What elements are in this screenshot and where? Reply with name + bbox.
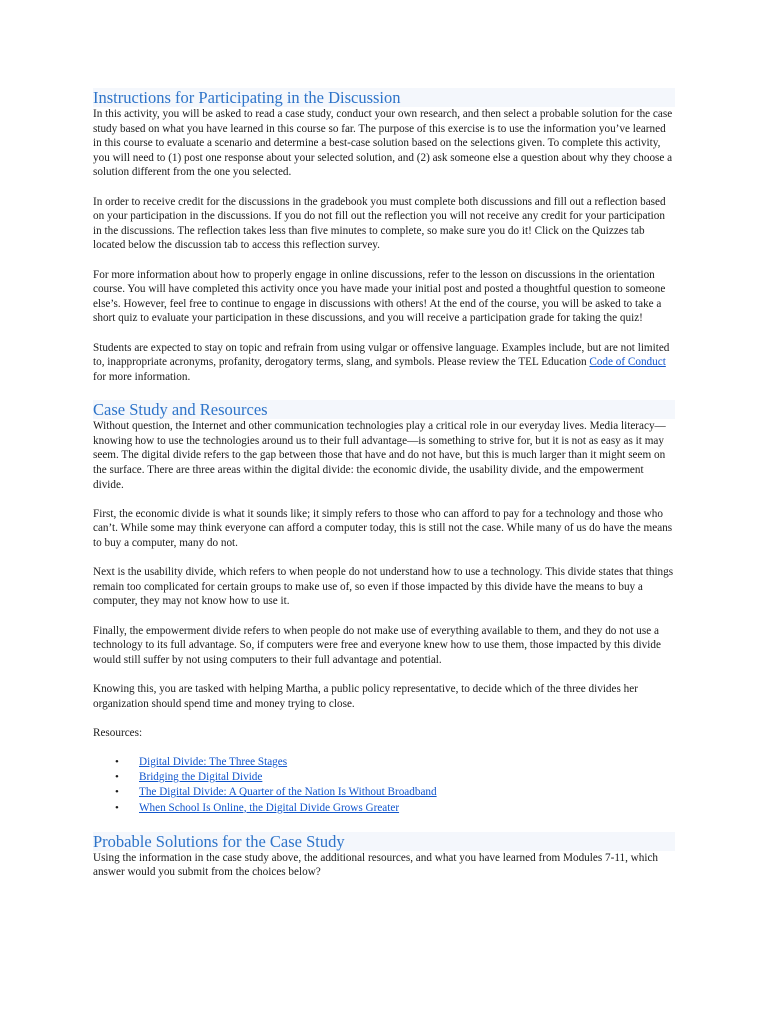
heading-solutions: Probable Solutions for the Case Study (93, 832, 675, 851)
instructions-paragraph-3: For more information about how to properly engage in online discussions, refer to the lesson on discussions in the orientation course. You will have completed this activity once you have made your initial post and posted a thoughtful question to someone else’s. However, feel free to continue to engage in discussions with others! At the end of the course, you will be asked to take a short quiz to evaluate your participation in these discussions, and you will receive a participation grade for taking the quiz! (93, 268, 666, 325)
conduct-text-after: for more information. (93, 370, 191, 383)
bullet-icon: • (115, 801, 119, 814)
bullet-icon: • (115, 755, 119, 768)
resource-link-three-stages[interactable]: Digital Divide: The Three Stages (139, 755, 288, 768)
case-paragraph-1: Without question, the Internet and other communication technologies play a critical role in our everyday lives. Media literacy—knowing how to use the technologies around us to their full advantage—is something to strive for, but it is not as easy as it may seem. The digital divide refers to the gap between those that have and do not have, but this is much larger than it might seem on the surface. There are three areas within the digital divide: the economic divide, the usability divide, and the empowerment divide. (93, 420, 666, 491)
case-paragraph-3: Next is the usability divide, which refers to when people do not understand how to use a technology. This divide states that things remain too complicated for certain groups to make use of, so even if those impacted by this divide have the means to buy a computer, they may not know how to use it. (93, 566, 674, 608)
resource-link-broadband[interactable]: The Digital Divide: A Quarter of the Nation Is Without Broadband (139, 786, 437, 799)
instructions-paragraph-4 (93, 341, 675, 385)
resources-label: Resources: (93, 726, 143, 739)
solutions-paragraph-1: Using the information in the case study above, the additional resources, and what you have learned from Modules 7-11, which answer would you submit from the choices below? (93, 851, 659, 879)
heading-instructions: Instructions for Participating in the Discussion (93, 88, 675, 107)
list-item (93, 801, 675, 816)
code-of-conduct-link[interactable]: Code of Conduct (589, 356, 666, 369)
list-item (93, 770, 675, 785)
heading-case-study: Case Study and Resources (93, 400, 675, 419)
conduct-text-before: Students are expected to stay on topic and refrain from using vulgar or offensive language. Examples include, but are not limited to, inappropriate acronyms, profanity, derogatory terms, slang, and symbols. Please review the TEL Education (93, 341, 670, 369)
resource-link-school-online[interactable]: When School Is Online, the Digital Divide Grows Greater (139, 801, 400, 814)
instructions-paragraph-2: In order to receive credit for the discussions in the gradebook you must complete both discussions and fill out a reflection based on your participation in the discussions. If you do not fill out the reflection you will not receive any credit for your participation in the discussions. The reflection takes less than five minutes to complete, so make sure you do it! Click on the Quizzes tab located below the discussion tab to access this reflection survey. (93, 195, 666, 252)
list-item (93, 785, 675, 800)
document-content (93, 88, 675, 880)
case-paragraph-5: Knowing this, you are tasked with helping Martha, a public policy representative, to decide which of the three divides her organization should spend time and money trying to close. (93, 682, 638, 710)
case-paragraph-2: First, the economic divide is what it sounds like; it simply refers to those who can afford to pay for a technology and those who can’t. While some may think everyone can afford a computer today, this is still not the case. While many of us do have the means to buy a computer, many do not. (93, 507, 673, 550)
list-item (93, 755, 675, 770)
case-paragraph-4: Finally, the empowerment divide refers to when people do not make use of everything available to them, and they do not use a technology to its full advantage. So, if computers were free and everyone knew how to use them, those impacted by this divide would still suffer by not using computers to their full advantage and potential. (93, 624, 661, 666)
bullet-icon: • (115, 771, 119, 784)
bullet-icon: • (115, 786, 119, 799)
instructions-paragraph-1: In this activity, you will be asked to read a case study, conduct your own research, and then select a probable solution for the case study based on what you have learned in this course so far. The purpose of this exercise is to use the information you’ve learned in this course to evaluate a scenario and determine a best-case solution based on the selections given. To complete this activity, you will need to (1) post one response about your selected solution, and (2) ask someone else a question about why they choose a solution different from the one you selected. (93, 108, 673, 179)
resource-link-bridging[interactable]: Bridging the Digital Divide (139, 771, 263, 784)
resources-list (93, 755, 675, 816)
